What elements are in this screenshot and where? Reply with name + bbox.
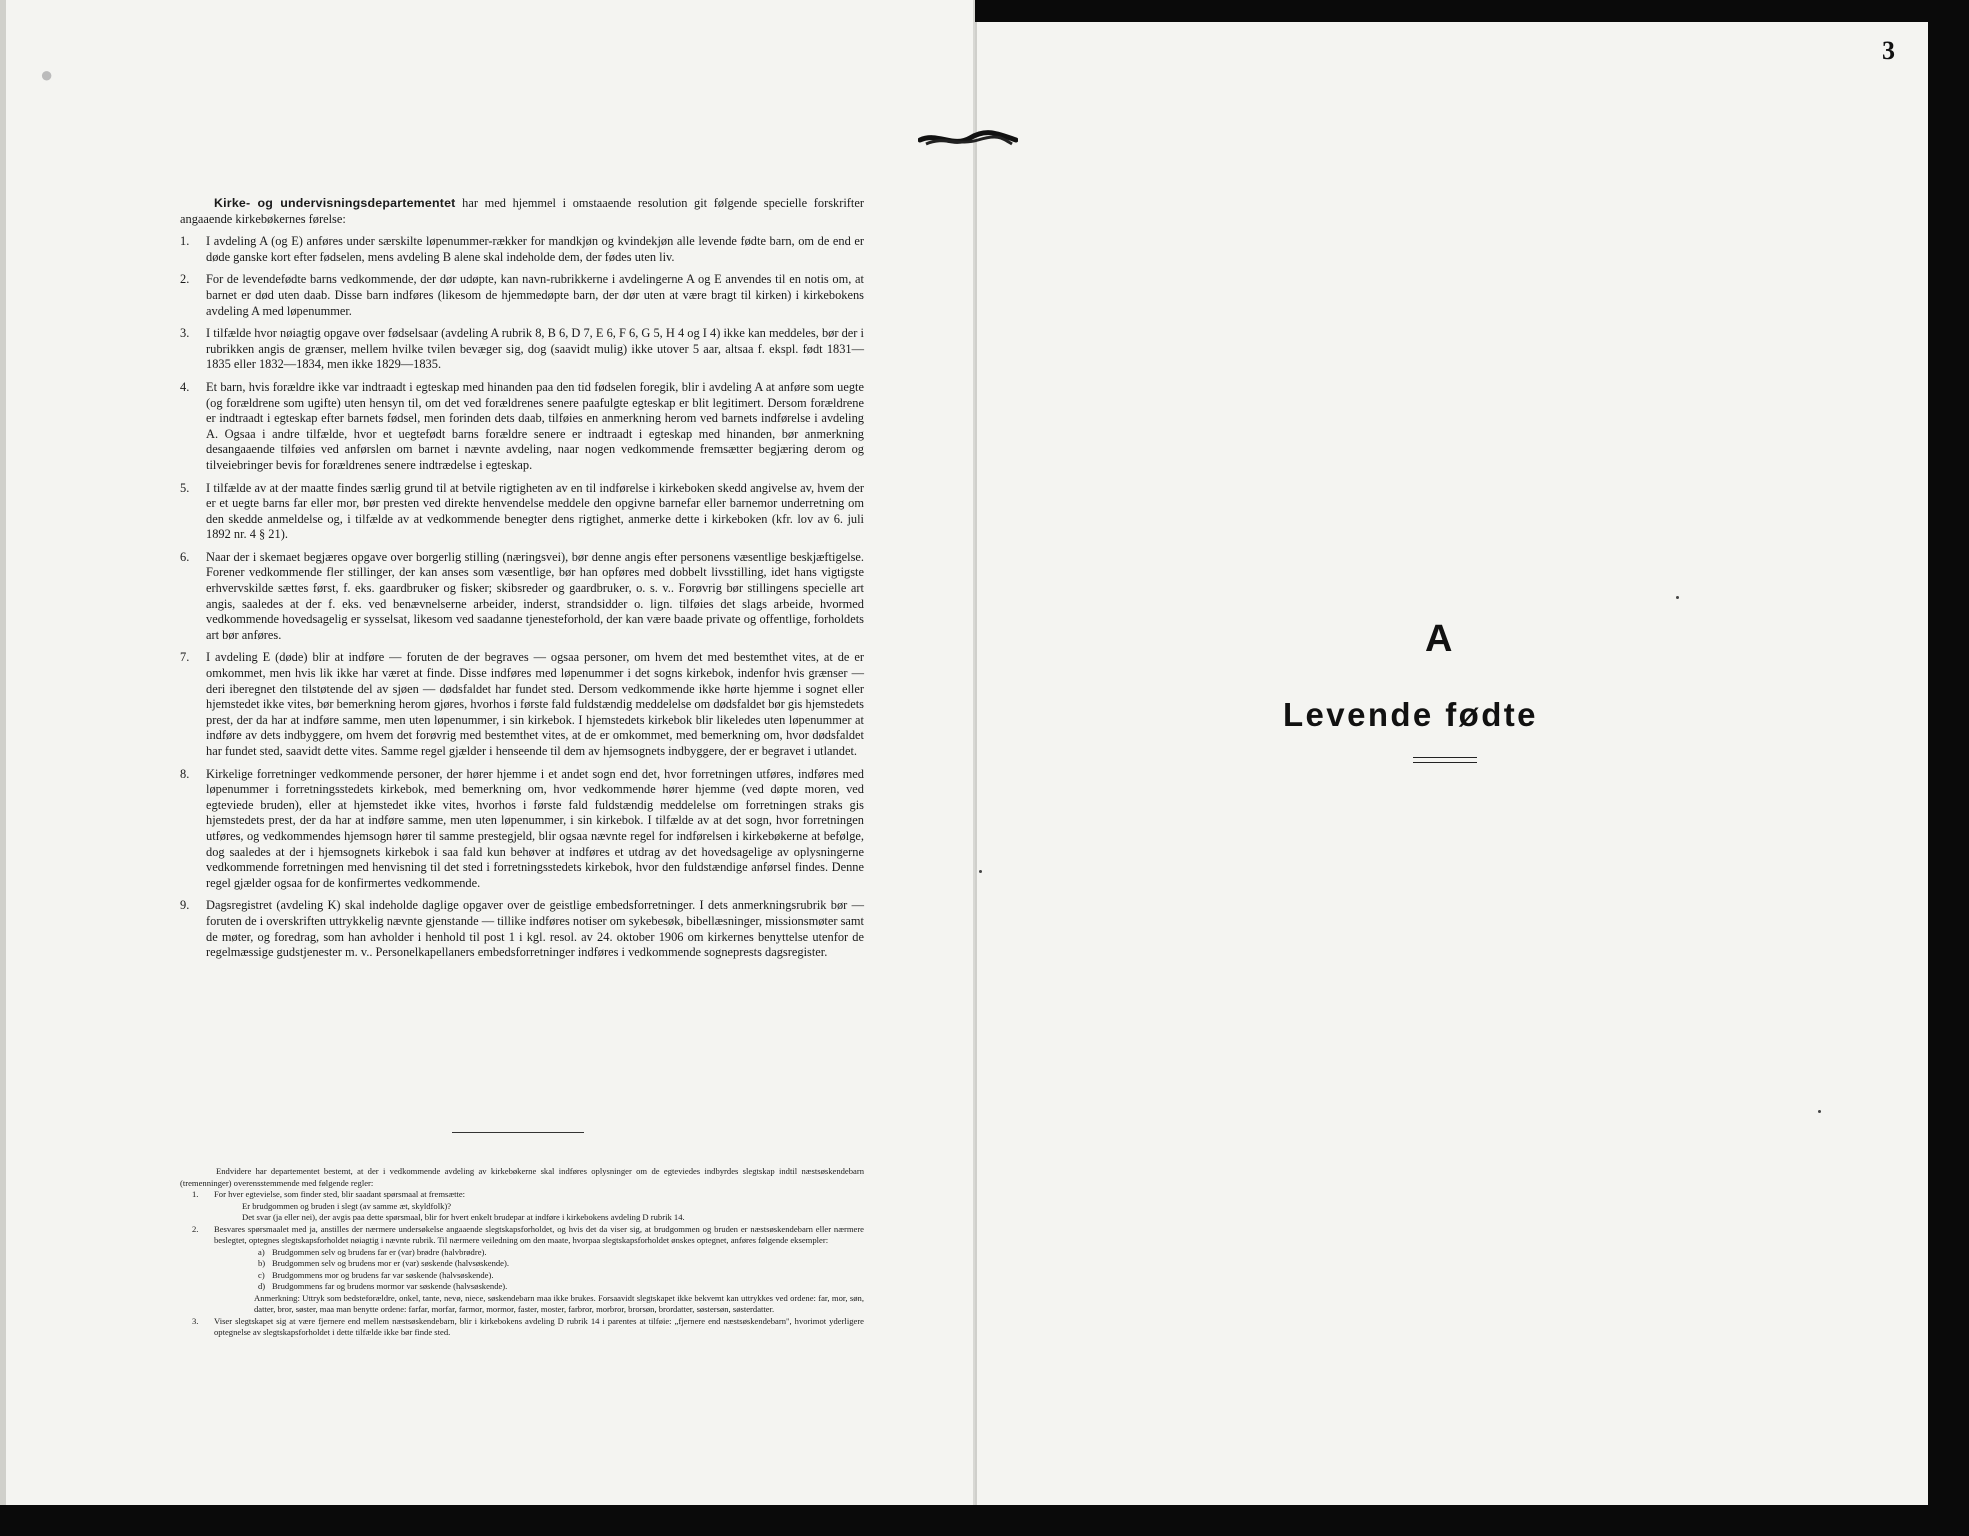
rules-list [180,234,864,961]
rule-item [180,898,864,960]
rule-number: 2. [180,272,190,287]
example-letter: d) [258,1281,266,1291]
example-letter: b) [258,1258,266,1268]
example-text: Brudgommen selv og brudens mor er (var) søskende (halvsøskende). [272,1258,509,1268]
rule-number: 6. [180,549,190,564]
appendix-item-2 [180,1224,864,1247]
appendix-item-number: 2. [192,1223,199,1234]
section-letter: A [1425,618,1453,660]
appendix-small-print [180,1166,864,1339]
rule-number: 4. [180,379,190,394]
paper-speck [1676,596,1679,599]
example-text: Brudgommen selv og brudens far er (var) brødre (halvbrødre). [272,1246,487,1257]
example-text: Brudgommens mor og brudens far var søskende (halvsøskende). [272,1269,494,1280]
example-item [180,1281,864,1293]
section-divider [452,1132,584,1133]
example-letter: a) [258,1246,265,1257]
rule-text: I avdeling E (døde) blir at indføre — foruten de der begraves — ogsaa personer, om hvem det med bestemthet vites, at de er omkommet, men hvis lik ikke har været at finde. Disse indføres med løpenummer i det sogns kirkebok, indenfor hvis grænser — deri iberegnet den tilstøtende del av sjøen — dødsfaldet har fundet sted. Dersom vedkommende ikke hørte hjemme i sognet eller hjemstedet ikke vites, bør bemerkning herom gjøres, hvorhos i første fald fuldstændig meddelelse om dødsfaldet bør gis hjemstedets prest, der da har at indføre samme, men uten løpenummer, i sin kirkebok. I hjemstedets kirkebok blir likeledes uten løpenummer at indføre av dets indbyggere, om hvem det forøvrig med bestemthet vites, at de er omkommet, med bemerkning om, hvor dødsfaldet har fundet sted, saavidt dette vites. Samme regel gjælder i henseende til dem av hjemsognets indbyggere, der er begravet i utlandet. [206,650,864,758]
rule-text: I tilfælde av at der maatte findes særlig grund til at betvile rigtigheten av en til indførelse i kirkeboken skedd angivelse av, hvem der er et uegte barns far eller mor, bør presten ved direkte henvendelse meddele den opgivne barnefar eller barnemor underretning om den skedde anmeldelse og, i tilfælde av at vedkommende benegter dens rigtighet, anmerke dette i kirkeboken (kfr. lov av 6. juli 1892 nr. 4 § 21). [206,480,864,542]
rule-item [180,550,864,644]
paper-speck [979,870,982,873]
rule-number: 1. [180,234,190,249]
intro-lead: Kirke- og undervisningsdepartementet [214,196,456,210]
page-number: 3 [1882,36,1895,65]
paper-speck [1818,1110,1821,1113]
rule-text: For de levendefødte barns vedkommende, der dør udøpte, kan navn-rubrikkerne i avdelingerne A og E anvendes til en notis om, at barnet er død uten daab. Disse barn indføres (likesom de hjemmedøpte barn, der dør uten at være bragt til kirken) i kirkebokens avdeling A med løpenummer. [206,272,864,318]
appendix-item-number: 1. [192,1189,199,1199]
rule-text: I tilfælde hvor nøiagtig opgave over fødselsaar (avdeling A rubrik 8, B 6, D 7, E 6, F 6, G 5, H 4 og I 4) ikke kan meddeles, bør der i rubrikken angis de grænser, mellem hvilke tvilen bevæger sig, dog (saavidt mulig) ikke utover 5 aar, altsaa f. ekspl. født 1831—1835 eller 1832—1834, men ikke 1829—1835. [206,326,864,372]
rule-text: Kirkelige forretninger vedkommende personer, der hører hjemme i et andet sogn end det, hvor forretningen utføres, indføres med løpenummer i forretningsstedets kirkebok, med bemerkning om, hvor vedkommende hører hjemme (ved døpte moren, ved egteviede bruden), eller at hjemstedet ikke vites, hvorhos i første fald fuldstændig meddelelse om forretningen straks gis hjemstedets prest, der da har at indføre samme, men uten løpenummer, i sin kirkebok. I tilfælde av at det sogn, hvor forretningen utføres, og vedkommendes hjemsogn hører til samme prestegjeld, blir ogsaa nævnte regel for indførelsen i kirkebøkerne at befølge, dog saaledes at der i hjemsognets kirkebok i saa fald kun behøver at indføres et utdrag av det hovedsagelige av oplysningerne vedkommende forretningen med henvisning til det sted i forretningsstedets kirkebok, hvor den fuldstændige anførsel findes. Denne regel gjælder ogsaa for de konfirmertes vedkommende. [206,766,864,890]
example-letter: c) [258,1269,265,1280]
example-text: Brudgommens far og brudens mormor var søskende (halvsøskende). [272,1281,508,1291]
instructions-intro [180,196,864,227]
appendix-intro: Endvidere har departementet bestemt, at der i vedkommende avdeling av kirkebøkerne skal indføres oplysninger om de egteviedes indbyrdes slegtskap indtil næstsøskendebarn (tremenninger) overensstemmende med følgende regler: [180,1166,864,1188]
appendix-item-3 [180,1316,864,1339]
example-item [180,1258,864,1270]
rule-item [180,650,864,759]
rule-item [180,481,864,543]
appendix-note: Anmerkning: Uttryk som bedsteforældre, onkel, tante, nevø, niece, søskendebarn maa ikke brukes. Forsaavidt slegtskapet ikke bekvemt kan uttrykkes ved ordene: far, mor, søn, datter, bror, søster, maa man benytte ordene: farfar, morfar, farmor, mormor, faster, moster, farbror, morbror, brorsøn, brordatter, søstersøn, søsterdatter. [254,1292,864,1314]
book-gutter [973,0,975,1505]
rule-item [180,234,864,265]
appendix-answer: Det svar (ja eller nei), der avgis paa dette spørsmaal, blir for hvert enkelt brudepar at indføre i kirkebokens avdeling D rubrik 14. [242,1212,685,1222]
rule-number: 5. [180,480,190,495]
section-title: Levende fødte [1283,696,1538,733]
rule-text: Naar der i skemaet begjæres opgave over borgerlig stilling (næringsvei), bør denne angis efter personens væsentlige beskjæftigelse. Forener vedkommende fler stillinger, der kan anses som væsentlige, bør han opføres med dobbelt livsstilling, idet hans vigtigste erhvervskilde sættes først, f. eks. gaardbruker og fisker; skibsreder og gaardbruker, o. s. v.. Forøvrig bør stillingens specielle art angis, saaledes at der f. eks. ved benævnelserne arbeider, inderst, strandsidder o. lign. tilføies det slags arbeide, hvormed vedkommende hovedsagelig er sysselsat, likesom ved saadanne tjenesteforhold, der kan være baade private og offentlige, forholdets art bør anføres. [206,549,864,642]
intro-rest: har med hjemmel i omstaaende resolution git følgende specielle forskrifter angaaende kirkebøkernes førelse: [180,196,864,226]
bleed-through-text [990,90,1550,170]
right-page [975,22,1928,1505]
example-item [180,1270,864,1282]
appendix-examples [180,1247,864,1293]
example-item [180,1247,864,1259]
instructions-block [180,196,864,968]
appendix-item-text: Viser slegtskapet sig at være fjernere end mellem næstsøskendebarn, blir i kirkebokens avdeling D rubrik 14 i parentes at tilføie: „fjernere end næstsøskendebarn", hvorimot yderligere optegnelse av slegtskapsforholdet i dette tilfælde ikke bør finde sted. [214,1315,864,1337]
appendix-item-number: 3. [192,1315,199,1326]
rule-item [180,272,864,319]
appendix-item-1 [180,1189,864,1201]
appendix-question: Er brudgommen og bruden i slegt (av samme æt, skyldfolk)? [242,1200,452,1211]
rule-number: 7. [180,650,190,665]
title-double-rule [1413,757,1477,763]
rule-text: Et barn, hvis forældre ikke var indtraadt i egteskap med hinanden paa den tid fødselen foregik, blir i avdeling A at anføre som uegte (og forældrene som ugifte) uten hensyn til, om det ved forældrenes senere paafulgte egteskap er blit legitimert. Dersom forældrene er indtraadt i egteskap efter barnets fødsel, men forinden dets daab, tilføies en anmerkning herom ved barnets indførelse i avdeling A. Ogsaa i andre tilfælde, hvor et uegtefødt barns forældre senere er indtraadt i egteskap med hinanden, bør anmerkning desangaaende tilføies ved anførslen om barnet i nævnte avdeling, naar nogen vedkommende fremsætter begjæring derom og tilveiebringer bevis for forældrenes senere indtrædelse i egteskap. [206,379,864,472]
appendix-item-text: For hver egtevielse, som finder sted, blir saadant spørsmaal at fremsætte: [214,1189,466,1199]
rule-number: 8. [180,766,190,781]
faint-margin-mark: ● [40,62,54,87]
rule-number: 9. [180,898,190,913]
rule-text: Dagsregistret (avdeling K) skal indeholde daglige opgaver over de geistlige embedsforretninger. I dets anmerkningsrubrik bør — foruten de i overskriften uttrykkelig nævnte gjenstande — tillike indføres notiser om sykebesøk, bibellæsninger, missionsmøter samt de møter, og foredrag, som han avholder i henhold til post 1 i kgl. resol. av 24. oktober 1906 om kirkernes benyttelse utenfor de regelmæssige gudstjenester m. v.. Personelkapellaners embedsforretninger indføres i vedkommende sogneprests dagsregister. [206,898,864,960]
appendix-item-text: Besvares spørsmaalet med ja, anstilles der nærmere undersøkelse angaaende slegtskapsforholdet, og hvis det da viser sig, at brudgommen og bruden er næstsøskendebarn eller nærmere beslegtet, optegnes slegtskapsforholdet nøiagtig i nævnte rubrik. Til nærmere veiledning om den maate, hvorpaa slegtskapsforholdet ønskes optegnet, anføres følgende eksempler: [214,1223,864,1245]
left-page-edge [0,0,6,1505]
rule-number: 3. [180,326,190,341]
rule-text: I avdeling A (og E) anføres under særskilte løpenummer-rækker for mandkjøn og kvindekjøn alle levende fødte barn, om de end er døde ganske kort efter fødselen, mens avdeling B alene skal indeholde dem, der fødes uten liv. [206,234,864,264]
rule-item [180,326,864,373]
rule-item [180,380,864,474]
rule-item [180,767,864,892]
